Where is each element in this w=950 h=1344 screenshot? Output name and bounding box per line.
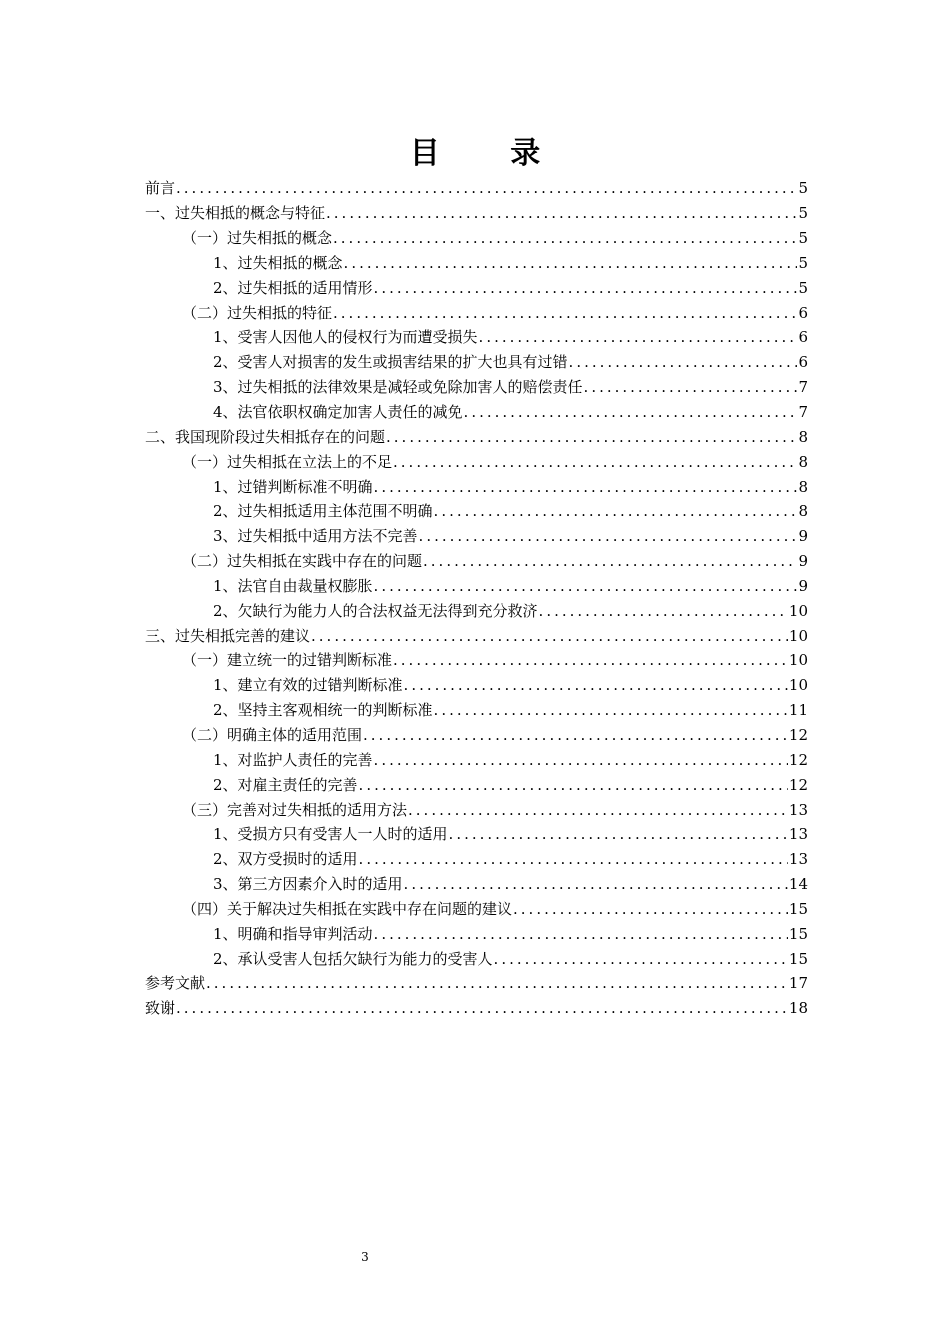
toc-leader-dots: [434, 701, 788, 719]
toc-leader-dots: [326, 204, 797, 222]
toc-entry-page: 6: [798, 353, 808, 372]
toc-entry-label: （一）过失相抵的概念: [182, 229, 333, 248]
toc-entry-page: 13: [788, 850, 808, 869]
toc-entry[interactable]: [145, 251, 808, 276]
toc-entry-page: 12: [788, 725, 808, 744]
toc-entry-page: 15: [788, 899, 808, 918]
toc-leader-dots: [363, 726, 788, 744]
toc-entry-label: 2、对雇主责任的完善: [213, 775, 358, 794]
toc-leader-dots: [333, 304, 797, 322]
toc-entry-page: 6: [798, 328, 808, 347]
toc-leader-dots: [479, 328, 798, 346]
toc-entry[interactable]: [145, 325, 808, 350]
toc-entry-label: 2、坚持主客观相统一的判断标准: [213, 701, 433, 720]
toc-entry-page: 5: [798, 229, 808, 248]
toc-entry-label: 1、受损方只有受害人一人时的适用: [213, 825, 448, 844]
toc-entry[interactable]: [145, 698, 808, 723]
toc-leader-dots: [359, 776, 788, 794]
toc-entry-label: 2、双方受损时的适用: [213, 850, 358, 869]
toc-entry[interactable]: [145, 375, 808, 400]
toc-leader-dots: [393, 453, 797, 471]
toc-entry[interactable]: [145, 400, 808, 425]
toc-leader-dots: [311, 627, 788, 645]
toc-leader-dots: [374, 751, 788, 769]
toc-leader-dots: [393, 651, 788, 669]
toc-entry-page: 7: [798, 378, 808, 397]
toc-entry-page: 8: [798, 477, 808, 496]
toc-entry-page: 10: [788, 601, 808, 620]
toc-entry[interactable]: [145, 673, 808, 698]
toc-leader-dots: [404, 676, 788, 694]
toc-entry-page: 5: [798, 253, 808, 272]
toc-entry[interactable]: [145, 474, 808, 499]
toc-entry[interactable]: [145, 226, 808, 251]
toc-entry-page: 15: [788, 949, 808, 968]
toc-entry-label: （二）过失相抵的特征: [182, 303, 333, 322]
toc-entry[interactable]: [145, 896, 808, 921]
toc-entry-page: 8: [798, 502, 808, 521]
toc-entry-label: 2、受害人对损害的发生或损害结果的扩大也具有过错: [213, 353, 568, 372]
toc-entry-page: 17: [788, 974, 808, 993]
toc-leader-dots: [449, 825, 788, 843]
toc-entry[interactable]: [145, 822, 808, 847]
page-title: 目 录: [409, 136, 571, 171]
toc-entry[interactable]: [145, 921, 808, 946]
toc-entry-label: 1、对监护人责任的完善: [213, 750, 373, 769]
toc-entry-page: 8: [798, 427, 808, 446]
toc-entry[interactable]: [145, 499, 808, 524]
toc-entry[interactable]: [145, 772, 808, 797]
toc-entry-label: 1、明确和指导审判活动: [213, 924, 373, 943]
toc-entry[interactable]: [145, 176, 808, 201]
toc-entry-label: 二、我国现阶段过失相抵存在的问题: [145, 427, 386, 446]
toc-entry[interactable]: [145, 723, 808, 748]
toc-entry-page: 18: [788, 999, 808, 1018]
toc-entry-page: 13: [788, 825, 808, 844]
toc-entry[interactable]: [145, 201, 808, 226]
toc-entry-page: 5: [798, 204, 808, 223]
toc-entry-label: 一、过失相抵的概念与特征: [145, 204, 326, 223]
toc-entry-page: 13: [788, 800, 808, 819]
toc-entry-label: 前言: [145, 179, 176, 198]
page-number: 3: [361, 1250, 369, 1264]
toc-entry[interactable]: [145, 424, 808, 449]
toc-leader-dots: [419, 527, 798, 545]
toc-entry-label: 1、受害人因他人的侵权行为而遭受损失: [213, 328, 478, 347]
toc-leader-dots: [374, 925, 788, 943]
toc-leader-dots: [206, 974, 788, 992]
toc-entry-label: 1、法官自由裁量权膨胀: [213, 576, 373, 595]
toc-entry-page: 8: [798, 452, 808, 471]
toc-entry[interactable]: [145, 598, 808, 623]
toc-entry[interactable]: [145, 971, 808, 996]
toc-leader-dots: [408, 801, 788, 819]
toc-entry-label: 2、过失相抵适用主体范围不明确: [213, 502, 433, 521]
toc-leader-dots: [494, 950, 788, 968]
toc-leader-dots: [423, 552, 797, 570]
toc-entry[interactable]: [145, 623, 808, 648]
toc-entry[interactable]: [145, 549, 808, 574]
toc-entry-page: 10: [788, 626, 808, 645]
toc-leader-dots: [404, 875, 788, 893]
toc-entry-page: 15: [788, 924, 808, 943]
toc-entry-page: 6: [798, 303, 808, 322]
toc-entry[interactable]: [145, 872, 808, 897]
toc-entry-label: 2、欠缺行为能力人的合法权益无法得到充分救济: [213, 601, 538, 620]
toc-leader-dots: [359, 850, 788, 868]
toc-leader-dots: [176, 999, 788, 1017]
toc-entry-label: （四）关于解决过失相抵在实践中存在问题的建议: [182, 899, 513, 918]
toc-entry-page: 9: [798, 527, 808, 546]
toc-entry[interactable]: [145, 449, 808, 474]
toc-leader-dots: [333, 229, 797, 247]
toc-entry[interactable]: [145, 747, 808, 772]
toc-leader-dots: [176, 179, 797, 197]
toc-entry[interactable]: [145, 847, 808, 872]
toc-entry-label: 4、法官依职权确定加害人责任的减免: [213, 403, 463, 422]
toc-entry-page: 10: [788, 651, 808, 670]
toc-leader-dots: [344, 254, 798, 272]
toc-entry-page: 9: [798, 576, 808, 595]
toc-entry-label: （一）建立统一的过错判断标准: [182, 651, 393, 670]
toc-leader-dots: [434, 502, 798, 520]
toc-leader-dots: [374, 478, 798, 496]
toc-entry-label: 参考文献: [145, 974, 206, 993]
toc-leader-dots: [569, 353, 798, 371]
toc-leader-dots: [584, 378, 798, 396]
toc-entry-page: 9: [798, 552, 808, 571]
toc-entry-label: 3、过失相抵的法律效果是减轻或免除加害人的赔偿责任: [213, 378, 583, 397]
toc-leader-dots: [539, 602, 788, 620]
toc-entry-page: 14: [788, 875, 808, 894]
toc-entry-page: 5: [798, 278, 808, 297]
toc-entry-label: （三）完善对过失相抵的适用方法: [182, 800, 408, 819]
toc-entry-label: 3、第三方因素介入时的适用: [213, 875, 403, 894]
toc-entry-page: 11: [788, 701, 808, 720]
toc-entry-label: （二）明确主体的适用范围: [182, 725, 363, 744]
toc-leader-dots: [513, 900, 788, 918]
table-of-contents: [145, 176, 808, 1021]
toc-entry-label: 2、承认受害人包括欠缺行为能力的受害人: [213, 949, 493, 968]
toc-leader-dots: [464, 403, 798, 421]
toc-entry-label: 3、过失相抵中适用方法不完善: [213, 527, 418, 546]
toc-leader-dots: [386, 428, 797, 446]
toc-entry-page: 5: [798, 179, 808, 198]
toc-entry[interactable]: [145, 797, 808, 822]
toc-entry-label: 1、过失相抵的概念: [213, 253, 343, 272]
toc-entry-page: 10: [788, 676, 808, 695]
toc-entry-page: 12: [788, 775, 808, 794]
toc-entry[interactable]: [145, 300, 808, 325]
toc-entry-label: 1、建立有效的过错判断标准: [213, 676, 403, 695]
toc-entry-label: 1、过错判断标准不明确: [213, 477, 373, 496]
toc-entry[interactable]: [145, 574, 808, 599]
toc-entry-label: （二）过失相抵在实践中存在的问题: [182, 552, 423, 571]
toc-entry[interactable]: [145, 648, 808, 673]
toc-entry-label: 2、过失相抵的适用情形: [213, 278, 373, 297]
toc-entry-page: 7: [798, 403, 808, 422]
toc-entry-label: 致谢: [145, 999, 176, 1018]
toc-entry[interactable]: [145, 275, 808, 300]
toc-entry[interactable]: [145, 996, 808, 1021]
toc-entry[interactable]: [145, 350, 808, 375]
toc-leader-dots: [374, 577, 798, 595]
toc-leader-dots: [374, 279, 798, 297]
toc-entry-label: （一）过失相抵在立法上的不足: [182, 452, 393, 471]
toc-entry-page: 12: [788, 750, 808, 769]
toc-entry[interactable]: [145, 946, 808, 971]
toc-entry[interactable]: [145, 524, 808, 549]
toc-entry-label: 三、过失相抵完善的建议: [145, 626, 311, 645]
